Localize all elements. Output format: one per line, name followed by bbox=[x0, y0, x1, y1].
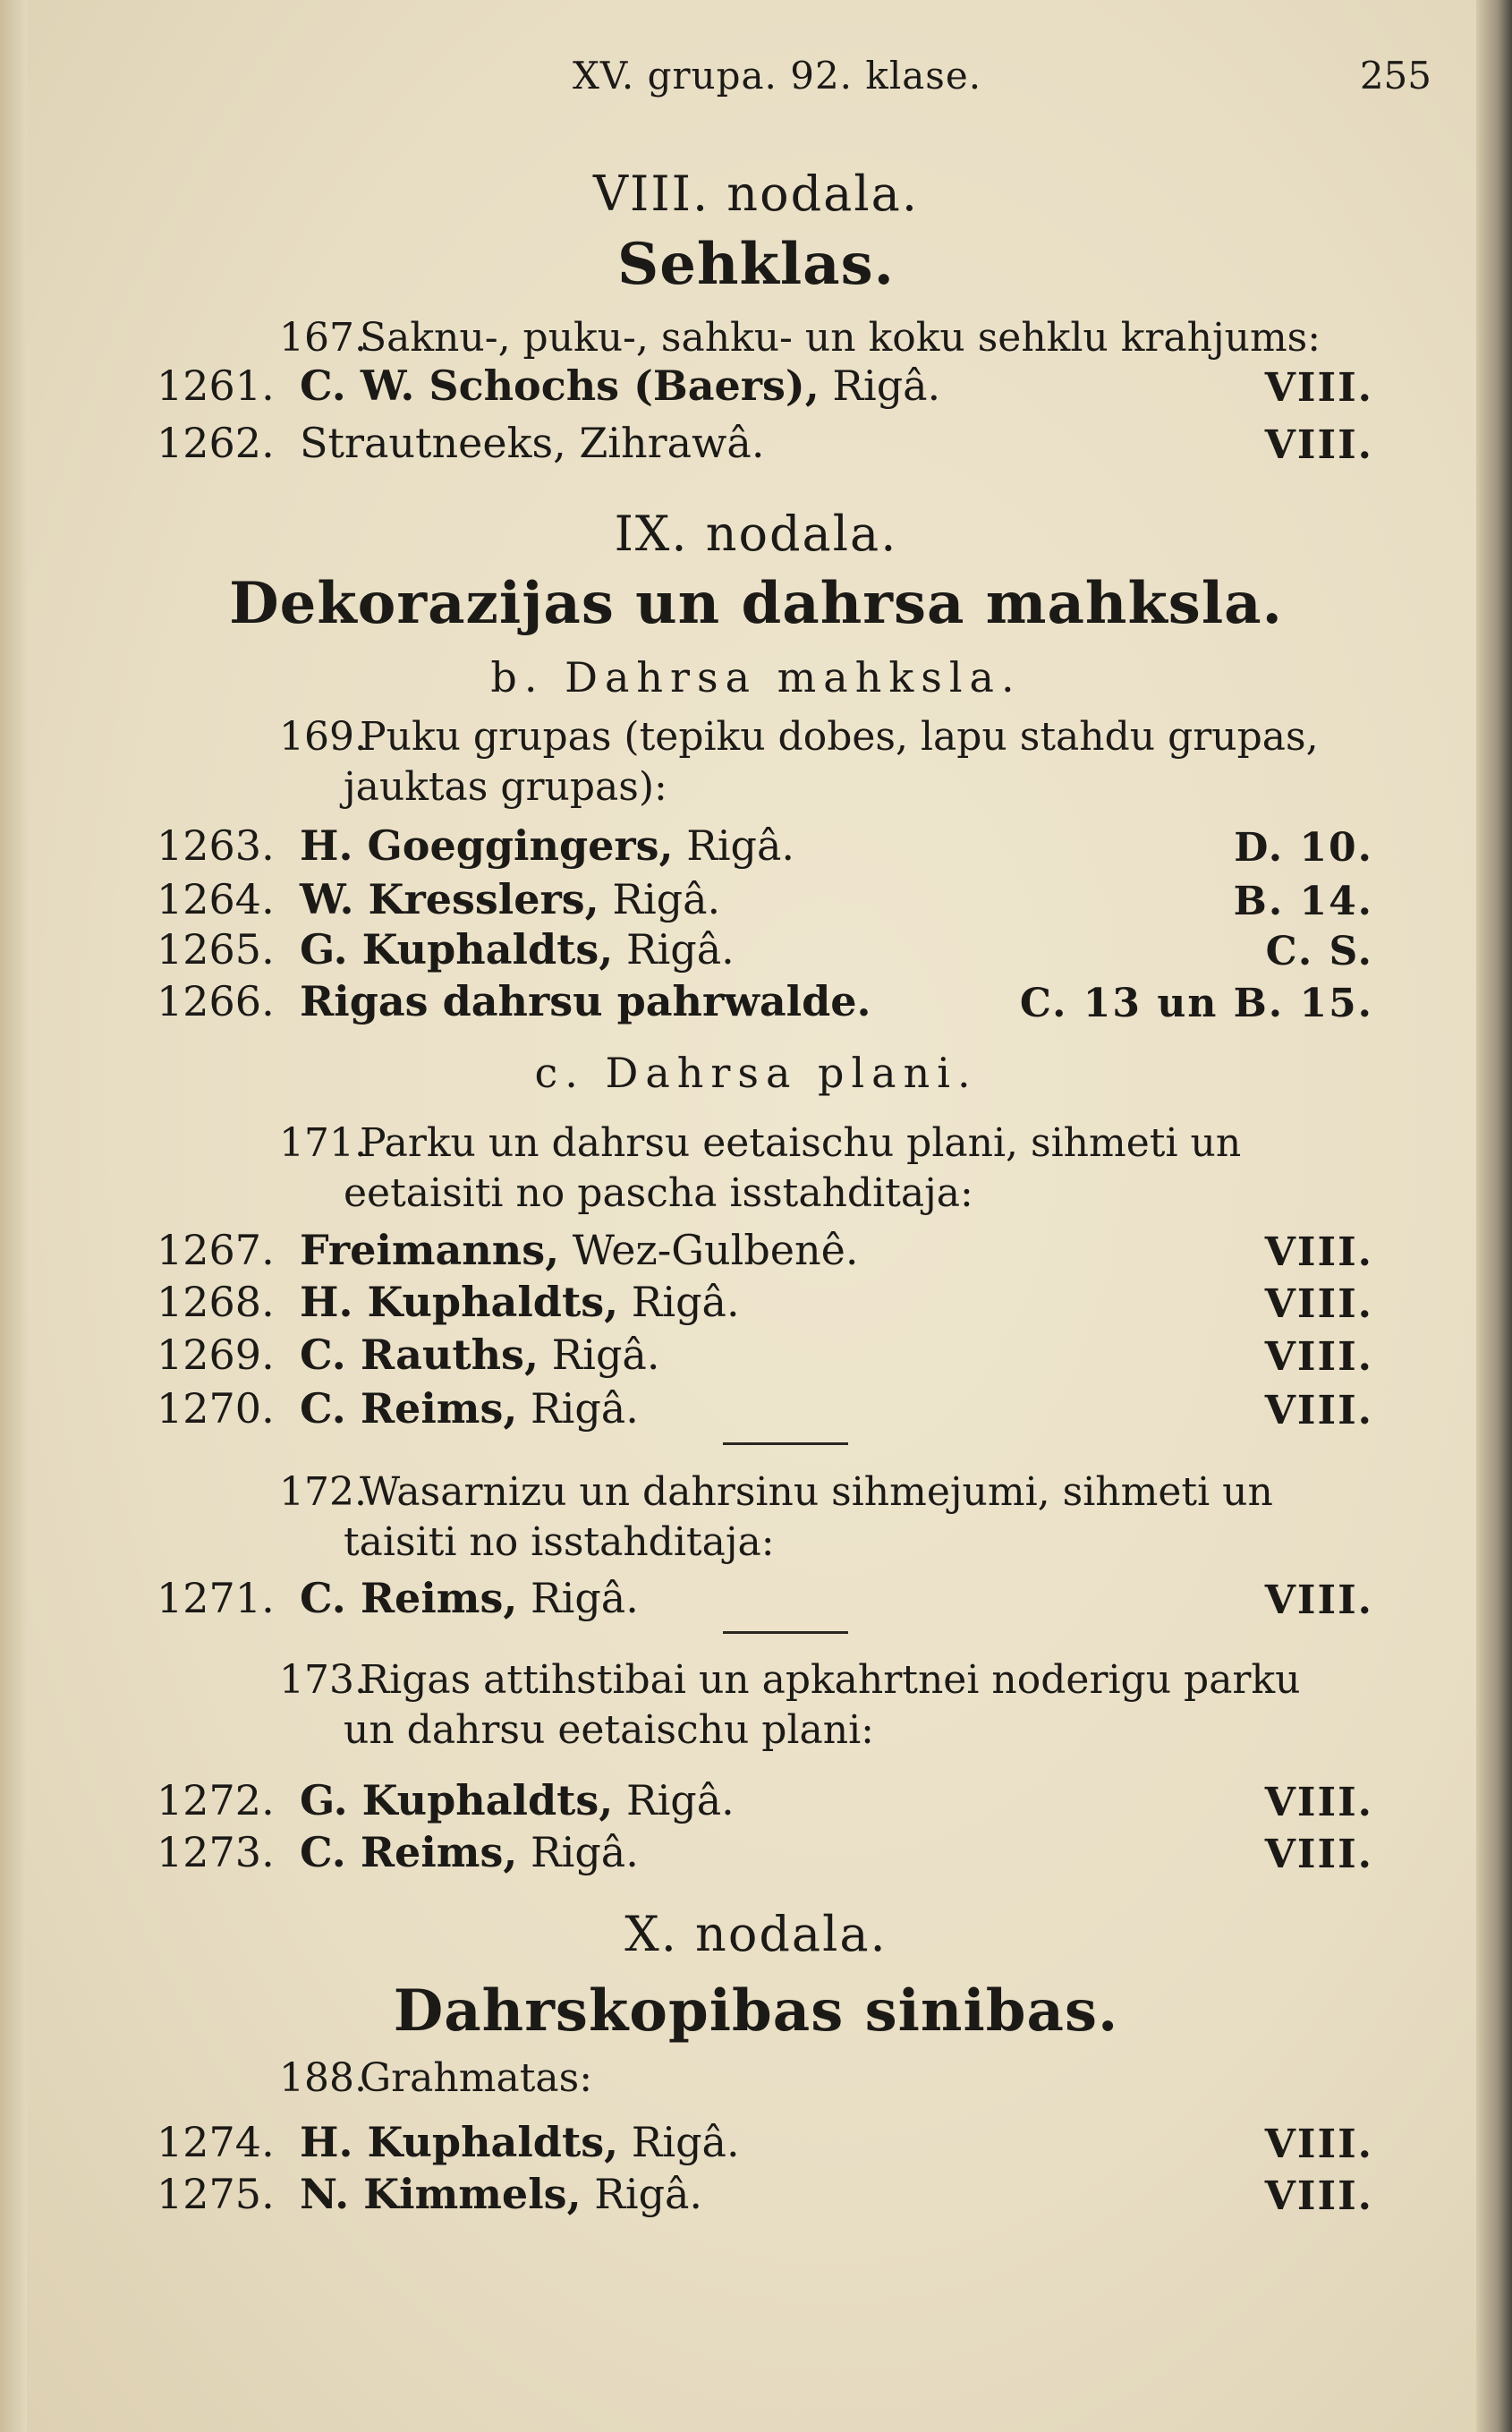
exhibitor-entry bbox=[157, 1828, 1373, 1878]
award: VIII. bbox=[1264, 2122, 1373, 2167]
exhibitor-entry bbox=[157, 1574, 1373, 1624]
section-heading: Dahrskopibas sinibas. bbox=[393, 1977, 1119, 2045]
category-number: 171. bbox=[279, 1120, 367, 1166]
exhibitor-place: Zihrawâ. bbox=[579, 419, 765, 467]
subsection-heading: c. Dahrsa plani. bbox=[534, 1049, 978, 1097]
exhibitor-entry bbox=[157, 821, 1373, 872]
award: C. 13 un B. 15. bbox=[1019, 981, 1373, 1026]
category-number: 172. bbox=[279, 1469, 367, 1515]
category bbox=[279, 1118, 1415, 1219]
category bbox=[279, 313, 1415, 363]
exhibitor-place: Rigâ. bbox=[832, 361, 941, 410]
exhibitor-entry bbox=[157, 1331, 1373, 1381]
exhibitor-entry bbox=[157, 925, 1373, 975]
entry-name bbox=[300, 1828, 639, 1876]
entry-number: 1266. bbox=[157, 977, 275, 1025]
exhibitor-name: C. Rauths, bbox=[300, 1331, 539, 1379]
entry-name bbox=[300, 821, 794, 870]
book-spine-edge bbox=[1476, 0, 1512, 2432]
entry-number: 1265. bbox=[157, 925, 275, 974]
category-text-cont: eetaisiti no pascha isstahditaja: bbox=[344, 1170, 973, 1216]
exhibitor-name: G. Kuphaldts, bbox=[300, 925, 614, 974]
exhibitor-name: Rigas dahrsu pahrwalde. bbox=[300, 977, 871, 1025]
section-heading: Sehklas. bbox=[617, 231, 895, 298]
exhibitor-name: N. Kimmels, bbox=[300, 2170, 582, 2218]
exhibitor-place: Wez-Gulbenê. bbox=[572, 1226, 859, 1274]
category-text: Wasarnizu un dahrsinu sihmejumi, sihmeti un bbox=[360, 1469, 1273, 1515]
category-text-cont: jauktas grupas): bbox=[344, 764, 667, 810]
entry-name bbox=[300, 361, 940, 410]
exhibitor-place: Rigâ. bbox=[631, 1278, 740, 1326]
entry-number: 1275. bbox=[157, 2170, 275, 2218]
entry-number: 1274. bbox=[157, 2118, 275, 2166]
entry-number: 1264. bbox=[157, 875, 275, 923]
exhibitor-name: Strautneeks, bbox=[300, 419, 566, 467]
exhibitor-entry bbox=[157, 1226, 1373, 1276]
exhibitor-place: Rigâ. bbox=[612, 875, 721, 923]
entry-number: 1262. bbox=[157, 419, 275, 467]
award: VIII. bbox=[1264, 1780, 1373, 1825]
exhibitor-entry bbox=[157, 1776, 1373, 1826]
award: C. S. bbox=[1265, 929, 1373, 974]
exhibitor-entry bbox=[157, 419, 1373, 469]
award: D. 10. bbox=[1234, 825, 1373, 871]
category-number: 188. bbox=[279, 2055, 367, 2101]
entry-number: 1273. bbox=[157, 1828, 275, 1876]
exhibitor-place: Rigâ. bbox=[625, 1776, 735, 1824]
entry-name bbox=[300, 1776, 735, 1824]
section-title: VIII. nodala. bbox=[592, 166, 919, 222]
award: VIII. bbox=[1264, 1832, 1373, 1877]
exhibitor-entry bbox=[157, 1384, 1373, 1434]
entry-name bbox=[300, 1278, 740, 1326]
entry-name bbox=[300, 2118, 740, 2166]
exhibitor-name: H. Kuphaldts, bbox=[300, 1278, 619, 1326]
award: VIII. bbox=[1264, 1334, 1373, 1380]
separator-rule bbox=[723, 1631, 848, 1634]
exhibitor-name: H. Goeggingers, bbox=[300, 821, 674, 870]
category-number: 169. bbox=[279, 714, 367, 760]
exhibitor-name: G. Kuphaldts, bbox=[300, 1776, 614, 1824]
entry-name bbox=[300, 875, 720, 923]
exhibitor-entry bbox=[157, 2170, 1373, 2220]
category-number: 173. bbox=[279, 1657, 367, 1703]
award: VIII. bbox=[1264, 1229, 1373, 1275]
subsection-heading: b. Dahrsa mahksla. bbox=[490, 653, 1022, 702]
award: VIII. bbox=[1264, 365, 1373, 411]
category-text: Saknu-, puku-, sahku- un koku sehklu krahjums: bbox=[360, 315, 1321, 361]
award: VIII. bbox=[1264, 1281, 1373, 1327]
exhibitor-place: Rigâ. bbox=[625, 925, 735, 974]
award: B. 14. bbox=[1233, 879, 1373, 924]
category-text-cont: un dahrsu eetaischu plani: bbox=[344, 1707, 874, 1753]
entry-number: 1271. bbox=[157, 1574, 275, 1622]
section-heading: Dekorazijas un dahrsa mahksla. bbox=[229, 570, 1283, 637]
exhibitor-place: Rigâ. bbox=[531, 1384, 639, 1433]
category-text-cont: taisiti no isstahditaja: bbox=[344, 1519, 775, 1565]
exhibitor-entry bbox=[157, 2118, 1373, 2168]
category-text: Grahmatas: bbox=[360, 2055, 593, 2101]
entry-name bbox=[300, 1226, 859, 1274]
category bbox=[279, 712, 1415, 812]
category bbox=[279, 1655, 1415, 1756]
exhibitor-name: H. Kuphaldts, bbox=[300, 2118, 619, 2166]
exhibitor-name: C. Reims, bbox=[300, 1828, 518, 1876]
award: VIII. bbox=[1264, 2173, 1373, 2219]
category bbox=[279, 2054, 1415, 2104]
running-head: XV. grupa. 92. klase. bbox=[573, 54, 982, 98]
section-title: IX. nodala. bbox=[614, 506, 898, 562]
entry-number: 1263. bbox=[157, 821, 275, 870]
category-text: Puku grupas (tepiku dobes, lapu stahdu grupas, bbox=[360, 714, 1319, 760]
award: VIII. bbox=[1264, 422, 1373, 468]
exhibitor-place: Rigâ. bbox=[531, 1828, 639, 1876]
exhibitor-place: Rigâ. bbox=[594, 2170, 703, 2218]
entry-name bbox=[300, 1574, 639, 1622]
exhibitor-entry bbox=[157, 977, 1373, 1027]
entry-number: 1270. bbox=[157, 1384, 275, 1433]
category-text: Parku un dahrsu eetaischu plani, sihmeti un bbox=[360, 1120, 1242, 1166]
category-number: 167. bbox=[279, 315, 367, 361]
entry-name bbox=[300, 1331, 659, 1379]
entry-number: 1261. bbox=[157, 361, 275, 410]
entry-name bbox=[300, 977, 871, 1025]
entry-number: 1267. bbox=[157, 1226, 275, 1274]
exhibitor-name: Freimanns, bbox=[300, 1226, 560, 1274]
entry-number: 1268. bbox=[157, 1278, 275, 1326]
exhibitor-place: Rigâ. bbox=[551, 1331, 660, 1379]
exhibitor-entry bbox=[157, 361, 1373, 412]
exhibitor-name: W. Kresslers, bbox=[300, 875, 599, 923]
exhibitor-place: Rigâ. bbox=[531, 1574, 639, 1622]
entry-number: 1269. bbox=[157, 1331, 275, 1379]
page-header bbox=[573, 54, 1431, 107]
award: VIII. bbox=[1264, 1388, 1373, 1433]
page-number: 255 bbox=[1359, 54, 1431, 98]
exhibitor-name: C. Reims, bbox=[300, 1574, 518, 1622]
exhibitor-place: Rigâ. bbox=[631, 2118, 740, 2166]
entry-name bbox=[300, 419, 764, 467]
category bbox=[279, 1467, 1415, 1568]
entry-name bbox=[300, 2170, 702, 2218]
exhibitor-name: C. Reims, bbox=[300, 1384, 518, 1433]
award: VIII. bbox=[1264, 1577, 1373, 1623]
exhibitor-entry bbox=[157, 875, 1373, 925]
entry-number: 1272. bbox=[157, 1776, 275, 1824]
section-title: X. nodala. bbox=[624, 1906, 888, 1962]
separator-rule bbox=[723, 1442, 848, 1445]
category-text: Rigas attihstibai un apkahrtnei noderigu parku bbox=[360, 1657, 1301, 1703]
page-left-edge bbox=[0, 0, 27, 2432]
exhibitor-name: C. W. Schochs (Baers), bbox=[300, 361, 820, 410]
exhibitor-place: Rigâ. bbox=[686, 821, 795, 870]
entry-name bbox=[300, 925, 735, 974]
exhibitor-entry bbox=[157, 1278, 1373, 1328]
entry-name bbox=[300, 1384, 639, 1433]
